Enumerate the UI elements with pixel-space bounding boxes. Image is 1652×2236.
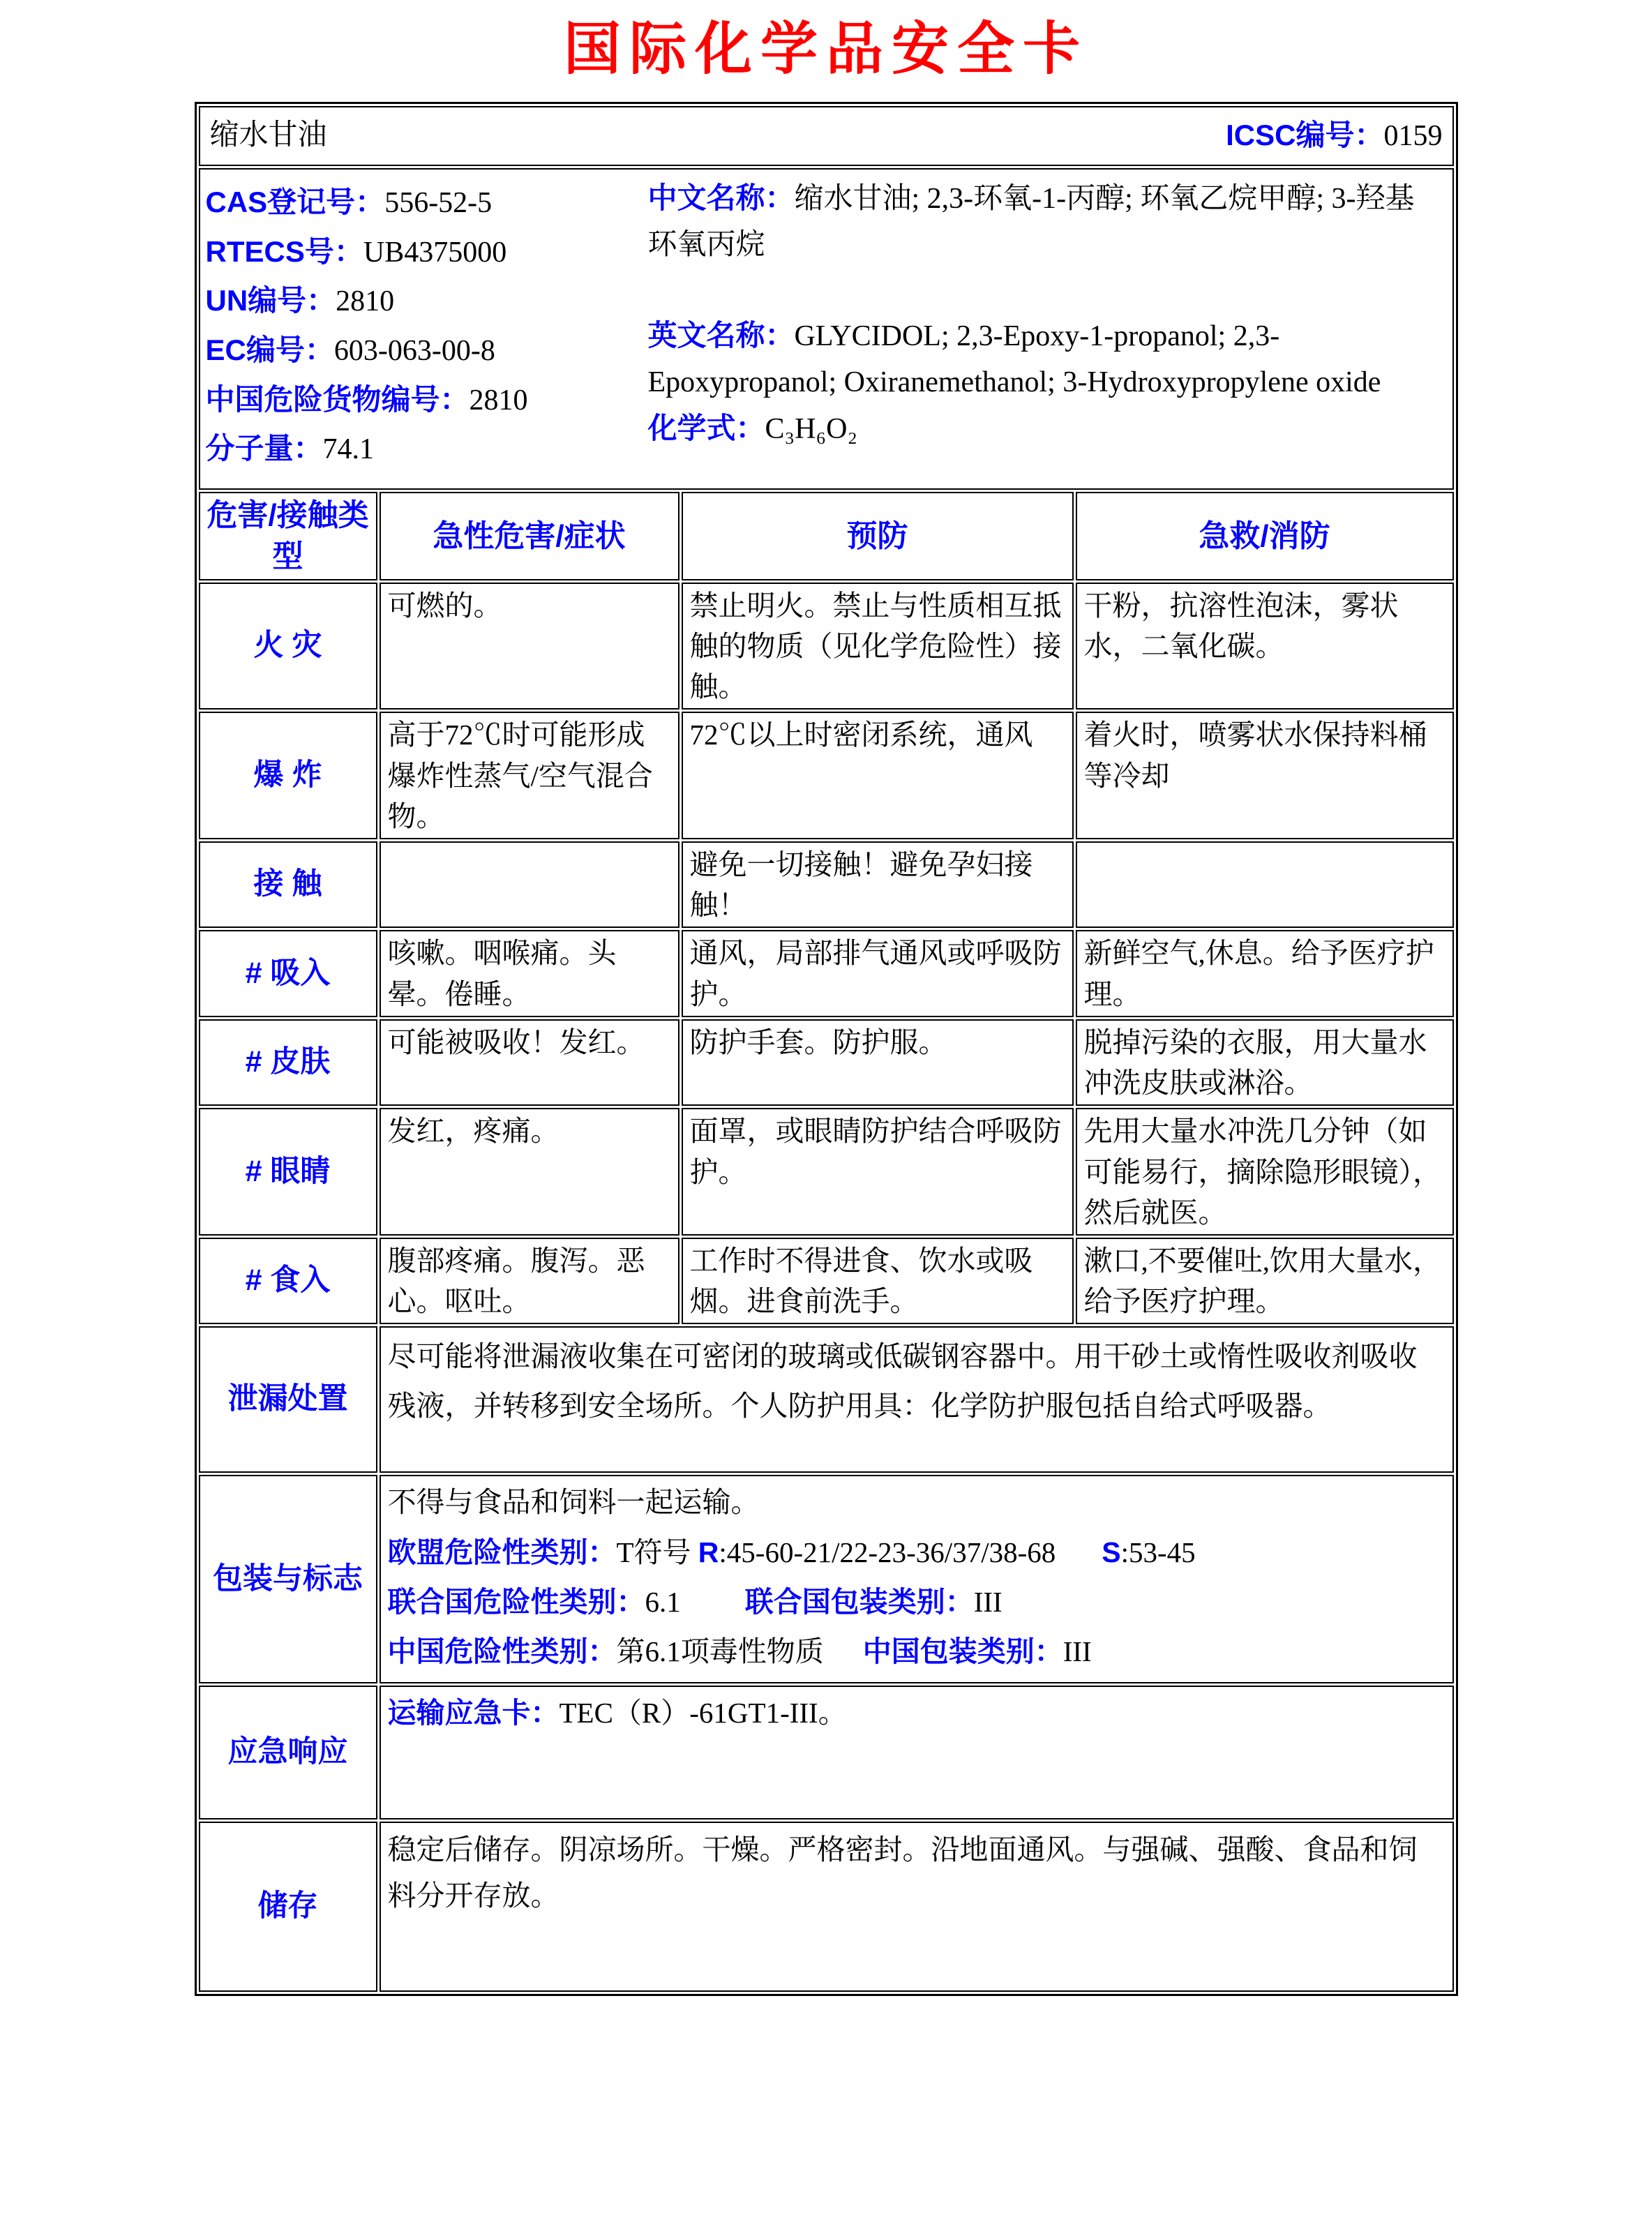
packaging-transport-note (388, 1482, 1446, 1522)
eyes-symptoms-cell: 发红，疼痛。 (380, 1108, 679, 1236)
table-row-identifiers (199, 168, 1454, 490)
section-row-packaging (199, 1475, 1454, 1683)
china-dg-number-label: 中国危险货物编号： (205, 382, 470, 416)
hazard-header-row (199, 492, 1454, 580)
china-dg-number-line (206, 379, 645, 422)
eu-r-phrase-label: R (698, 1536, 719, 1568)
chemical-names-block (645, 175, 1443, 477)
section-row-emergency (199, 1686, 1454, 1819)
cn-pack-group-label: 中国包装类别： (862, 1635, 1063, 1668)
english-name-para (648, 313, 1443, 405)
rtecs-number-label: RTECS号： (205, 234, 363, 268)
packaging-eu-line (388, 1532, 1446, 1573)
ingestion-symptoms-cell: 腹部疼痛。腹泻。恶心。呕吐。 (380, 1238, 679, 1324)
molecular-weight-line (206, 428, 645, 471)
formula-para (648, 405, 1443, 452)
english-name-value: GLYCIDOL; 2,3-Epoxy-1-propanol; 2,3-Epoxypropanol; Oxiranemethanol; 3-Hydroxypropylene oxide (647, 320, 1381, 399)
explosion-prevention-cell: 72℃以上时密闭系统，通风 (682, 712, 1074, 839)
eu-s-phrase-value: :53-45 (1120, 1536, 1196, 1568)
section-label-packaging: 包装与标志 (199, 1475, 377, 1683)
section-row-spillage (199, 1326, 1454, 1473)
ingestion-firstaid-cell: 漱口,不要催吐,饮用大量水，给予医疗护理。 (1076, 1238, 1454, 1324)
cn-pack-group-value: III (1062, 1635, 1092, 1668)
ingestion-prevention-cell: 工作时不得进食、饮水或吸烟。进食前洗手。 (682, 1238, 1074, 1324)
section-label-spillage: 泄漏处置 (199, 1326, 377, 1473)
molecular-weight-value: 74.1 (322, 433, 375, 466)
eu-hazard-class-value: T符号 (616, 1536, 698, 1568)
un-hazard-class-value: 6.1 (645, 1585, 681, 1618)
fire-firstaid-cell: 干粉，抗溶性泡沫，雾状水，二氧化碳。 (1076, 583, 1454, 710)
chinese-name-label: 中文名称： (647, 181, 795, 215)
row-label-contact: 接 触 (199, 841, 377, 928)
transport-emergency-card-value: TEC（R）-61GT1-III。 (559, 1697, 847, 1729)
row-label-fire: 火 灾 (199, 583, 377, 710)
section-label-emergency: 应急响应 (199, 1686, 377, 1819)
chinese-name-value: 缩水甘油; 2,3-环氧-1-丙醇; 环氧乙烷甲醇; 3-羟基环氧丙烷 (647, 183, 1415, 262)
icsc-number-value: 0159 (1383, 120, 1443, 153)
skin-prevention-cell: 防护手套。防护服。 (682, 1019, 1074, 1106)
skin-firstaid-cell: 脱掉污染的衣服，用大量水冲洗皮肤或淋浴。 (1076, 1019, 1454, 1106)
header-firstaid: 急救/消防 (1076, 492, 1454, 580)
name-cell (199, 106, 1454, 166)
un-pack-group-value: III (973, 1585, 1003, 1618)
explosion-firstaid-cell: 着火时，喷雾状水保持料桶等冷却 (1076, 712, 1454, 839)
molecular-weight-label: 分子量： (205, 432, 323, 465)
hazard-row-explosion (199, 712, 1454, 839)
packaging-content-cell (380, 1475, 1454, 1683)
rtecs-number-value: UB4375000 (363, 236, 507, 269)
substance-name: 缩水甘油 (209, 119, 327, 152)
hazard-row-contact (199, 841, 1454, 928)
page-title: 国际化学品安全卡 (563, 17, 1088, 81)
contact-firstaid-cell (1076, 841, 1454, 928)
row-label-eyes: # 眼睛 (199, 1108, 377, 1236)
section-row-storage (199, 1822, 1454, 1992)
eu-hazard-class-label: 欧盟危险性类别： (387, 1536, 617, 1568)
hazard-row-inhalation (199, 930, 1454, 1016)
un-number-value: 2810 (336, 285, 395, 318)
ec-number-label: EC编号： (205, 333, 334, 367)
header-hazard-type: 危害/接触类型 (199, 492, 377, 580)
rtecs-number-line (206, 231, 645, 274)
eu-r-phrase-value: :45-60-21/22-23-36/37/38-68 (719, 1536, 1056, 1568)
ec-number-value: 603-063-00-8 (333, 335, 495, 368)
eyes-prevention-cell: 面罩，或眼睛防护结合呼吸防护。 (682, 1108, 1074, 1236)
hazard-row-skin (199, 1019, 1454, 1106)
inhalation-firstaid-cell: 新鲜空气,休息。给予医疗护理。 (1076, 930, 1454, 1016)
hazard-row-eyes (199, 1108, 1454, 1236)
row-label-skin: # 皮肤 (199, 1019, 377, 1106)
transport-emergency-card-label: 运输应急卡： (387, 1697, 560, 1729)
cas-number-value: 556-52-5 (384, 187, 493, 220)
eu-s-phrase-label: S (1102, 1536, 1121, 1568)
formula-value: C₃H₆O₂ (765, 413, 858, 446)
contact-symptoms-cell (380, 841, 679, 928)
icsc-number-label: ICSC编号： (1226, 119, 1384, 152)
contact-prevention-cell: 避免一切接触！避免孕妇接触！ (682, 841, 1074, 928)
skin-symptoms-cell: 可能被吸收！发红。 (380, 1019, 679, 1106)
ec-number-line (206, 329, 645, 373)
table-row-name (199, 106, 1454, 166)
spillage-content-cell: 尽可能将泄漏液收集在可密闭的玻璃或低碳钢容器中。用干砂土或惰性吸收剂吸收残液，并转移到安全场所。个人防护用具：化学防护服包括自给式呼吸器。 (380, 1326, 1454, 1473)
emergency-content-cell (380, 1686, 1454, 1819)
un-pack-group-label: 联合国包装类别： (744, 1585, 974, 1618)
packaging-un-line (388, 1582, 1446, 1622)
section-label-storage: 储存 (199, 1822, 377, 1992)
inhalation-symptoms-cell: 咳嗽。咽喉痛。头晕。倦睡。 (380, 930, 679, 1016)
header-symptoms: 急性危害/症状 (380, 492, 679, 580)
storage-content-cell: 稳定后储存。阴凉场所。干燥。严格密封。沿地面通风。与强碱、强酸、食品和饲料分开存放。 (380, 1822, 1454, 1992)
packaging-cn-line (388, 1631, 1446, 1672)
header-prevention: 预防 (682, 492, 1074, 580)
un-number-label: UN编号： (205, 284, 336, 317)
hazard-row-ingestion (199, 1238, 1454, 1324)
hazard-row-fire (199, 583, 1454, 710)
inhalation-prevention-cell: 通风，局部排气通风或呼吸防护。 (682, 930, 1074, 1016)
icsc-card-table (195, 102, 1458, 1996)
fire-symptoms-cell: 可燃的。 (380, 583, 679, 710)
icsc-number-group (1226, 114, 1442, 158)
identifiers-cell (199, 168, 1454, 490)
row-label-explosion: 爆 炸 (199, 712, 377, 839)
packaging-transport-text: 不得与食品和饲料一起运输。 (387, 1486, 760, 1519)
row-label-ingestion: # 食入 (199, 1238, 377, 1324)
china-dg-number-value: 2810 (469, 384, 528, 417)
cas-number-label: CAS登记号： (205, 186, 385, 219)
cas-number-line (206, 181, 645, 225)
cn-hazard-class-label: 中国危险性类别： (387, 1635, 617, 1668)
un-hazard-class-label: 联合国危险性类别： (387, 1585, 645, 1618)
english-name-label: 英文名称： (647, 319, 795, 352)
chinese-name-para (648, 175, 1443, 268)
cn-hazard-class-value: 第6.1项毒性物质 (616, 1635, 824, 1668)
fire-prevention-cell: 禁止明火。禁止与性质相互抵触的物质（见化学危险性）接触。 (682, 583, 1074, 710)
explosion-symptoms-cell: 高于72℃时可能形成爆炸性蒸气/空气混合物。 (380, 712, 679, 839)
un-number-line (206, 280, 645, 323)
eyes-firstaid-cell: 先用大量水冲洗几分钟（如可能易行，摘除隐形眼镜），然后就医。 (1076, 1108, 1454, 1236)
row-label-inhalation: # 吸入 (199, 930, 377, 1016)
formula-label: 化学式： (647, 412, 765, 445)
identifier-list (206, 175, 645, 477)
